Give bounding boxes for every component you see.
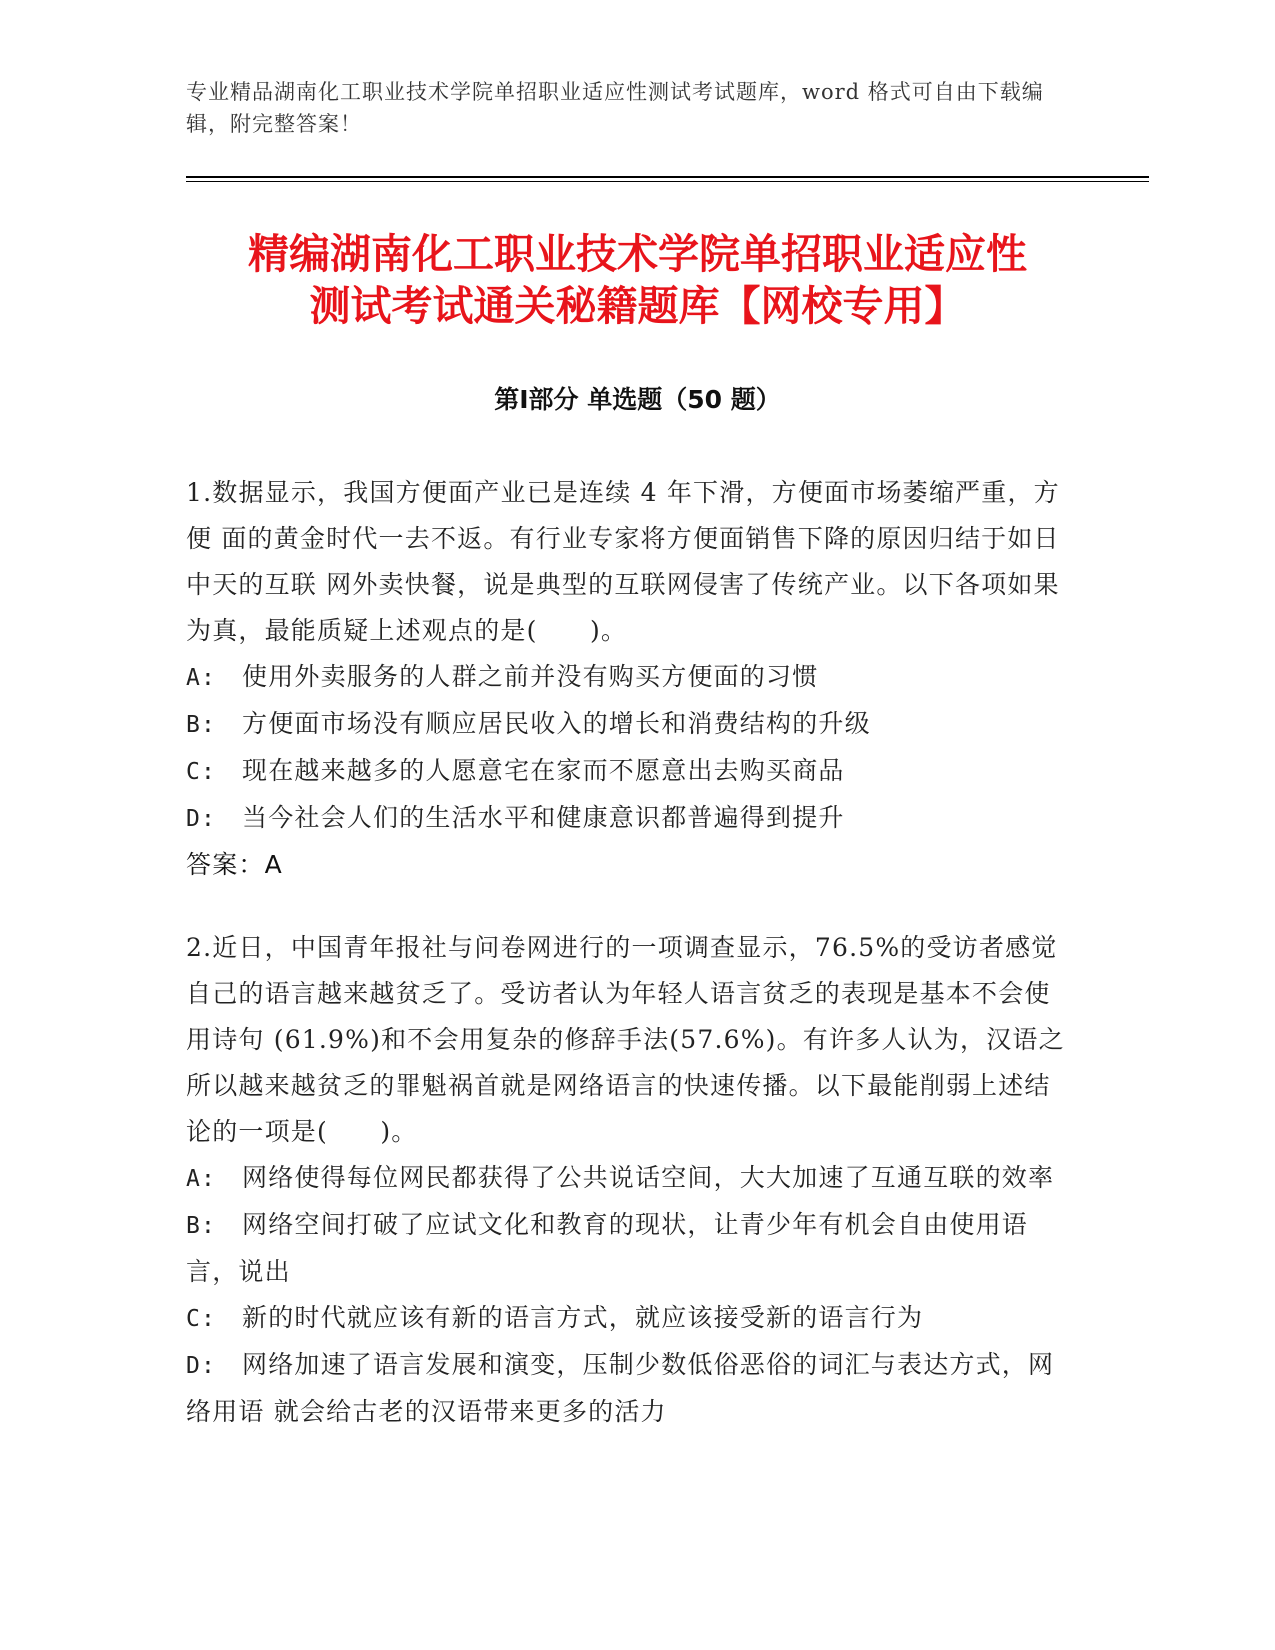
option-a [186,654,1066,701]
header-divider-thin [186,181,1149,182]
header-note: 专业精品湖南化工职业技术学院单招职业适应性测试考试题库，word 格式可自由下载编辑，附完整答案！ [186,80,1044,136]
document-title-line-1: 精编湖南化工职业技术学院单招职业适应性 [248,230,1027,278]
question-stem: 2.近日，中国青年报社与问卷网进行的一项调查显示，76.5%的受访者感觉 自己的语言越来越贫乏了。受访者认为年轻人语言贫乏的表现是基本不会使用诗句 (61.9%)和不会用复杂的修辞手法(57.6%)。有许多人认为，汉语之所以越来越贫乏的罪魁祸首就是网络语言的快速传播。以下最能削弱上述结论的一项是( )。 [186,933,1065,1146]
option-text: 当今社会人们的生活水平和健康意识都普遍得到提升 [242,803,845,832]
option-b [186,701,1066,748]
question-1 [186,470,1066,888]
option-text: 使用外卖服务的人群之前并没有购买方便面的习惯 [242,662,819,691]
document-title-line-2: 测试考试通关秘籍题库【网校专用】 [309,282,966,330]
option-d [186,1342,1066,1435]
option-d [186,795,1066,842]
option-text: 新的时代就应该有新的语言方式，就应该接受新的语言行为 [242,1303,924,1332]
option-c [186,1295,1066,1342]
option-a [186,1155,1066,1202]
header-divider-thick [186,176,1149,178]
answer-text: 答案：A [186,850,283,879]
option-text: 网络使得每位网民都获得了公共说话空间，大大加速了互通互联的效率 [242,1163,1055,1192]
option-b [186,1202,1066,1295]
option-letter: A: [186,1166,217,1192]
option-letter: A: [186,665,217,691]
option-letter: B: [186,1213,217,1239]
option-letter: D: [186,1353,217,1379]
option-letter: C: [186,1306,217,1332]
option-letter: C: [186,759,217,785]
option-text: 网络空间打破了应试文化和教育的现状，让青少年有机会自由使用语言，说出 [186,1210,1029,1286]
question-2 [186,925,1066,1435]
option-letter: B: [186,712,217,738]
option-text: 现在越来越多的人愿意宅在家而不愿意出去购买商品 [242,756,845,785]
document-title [186,228,1089,332]
option-text: 方便面市场没有顺应居民收入的增长和消费结构的升级 [242,709,871,738]
option-letter: D: [186,806,217,832]
option-c [186,748,1066,795]
question-stem: 1.数据显示，我国方便面产业已是连续 4 年下滑，方便面市场萎缩严重，方便 面的黄金时代一去不返。有行业专家将方便面销售下降的原因归结于如日中天的互联 网外卖快餐，说是典型的互联网侵害了传统产业。以下各项如果为真，最能质疑上述观点的是( )。 [186,478,1060,645]
option-text: 网络加速了语言发展和演变，压制少数低俗恶俗的词汇与表达方式，网络用语 就会给古老的汉语带来更多的活力 [186,1350,1055,1426]
section-title: 第Ⅰ部分 单选题（50 题） [494,385,781,414]
